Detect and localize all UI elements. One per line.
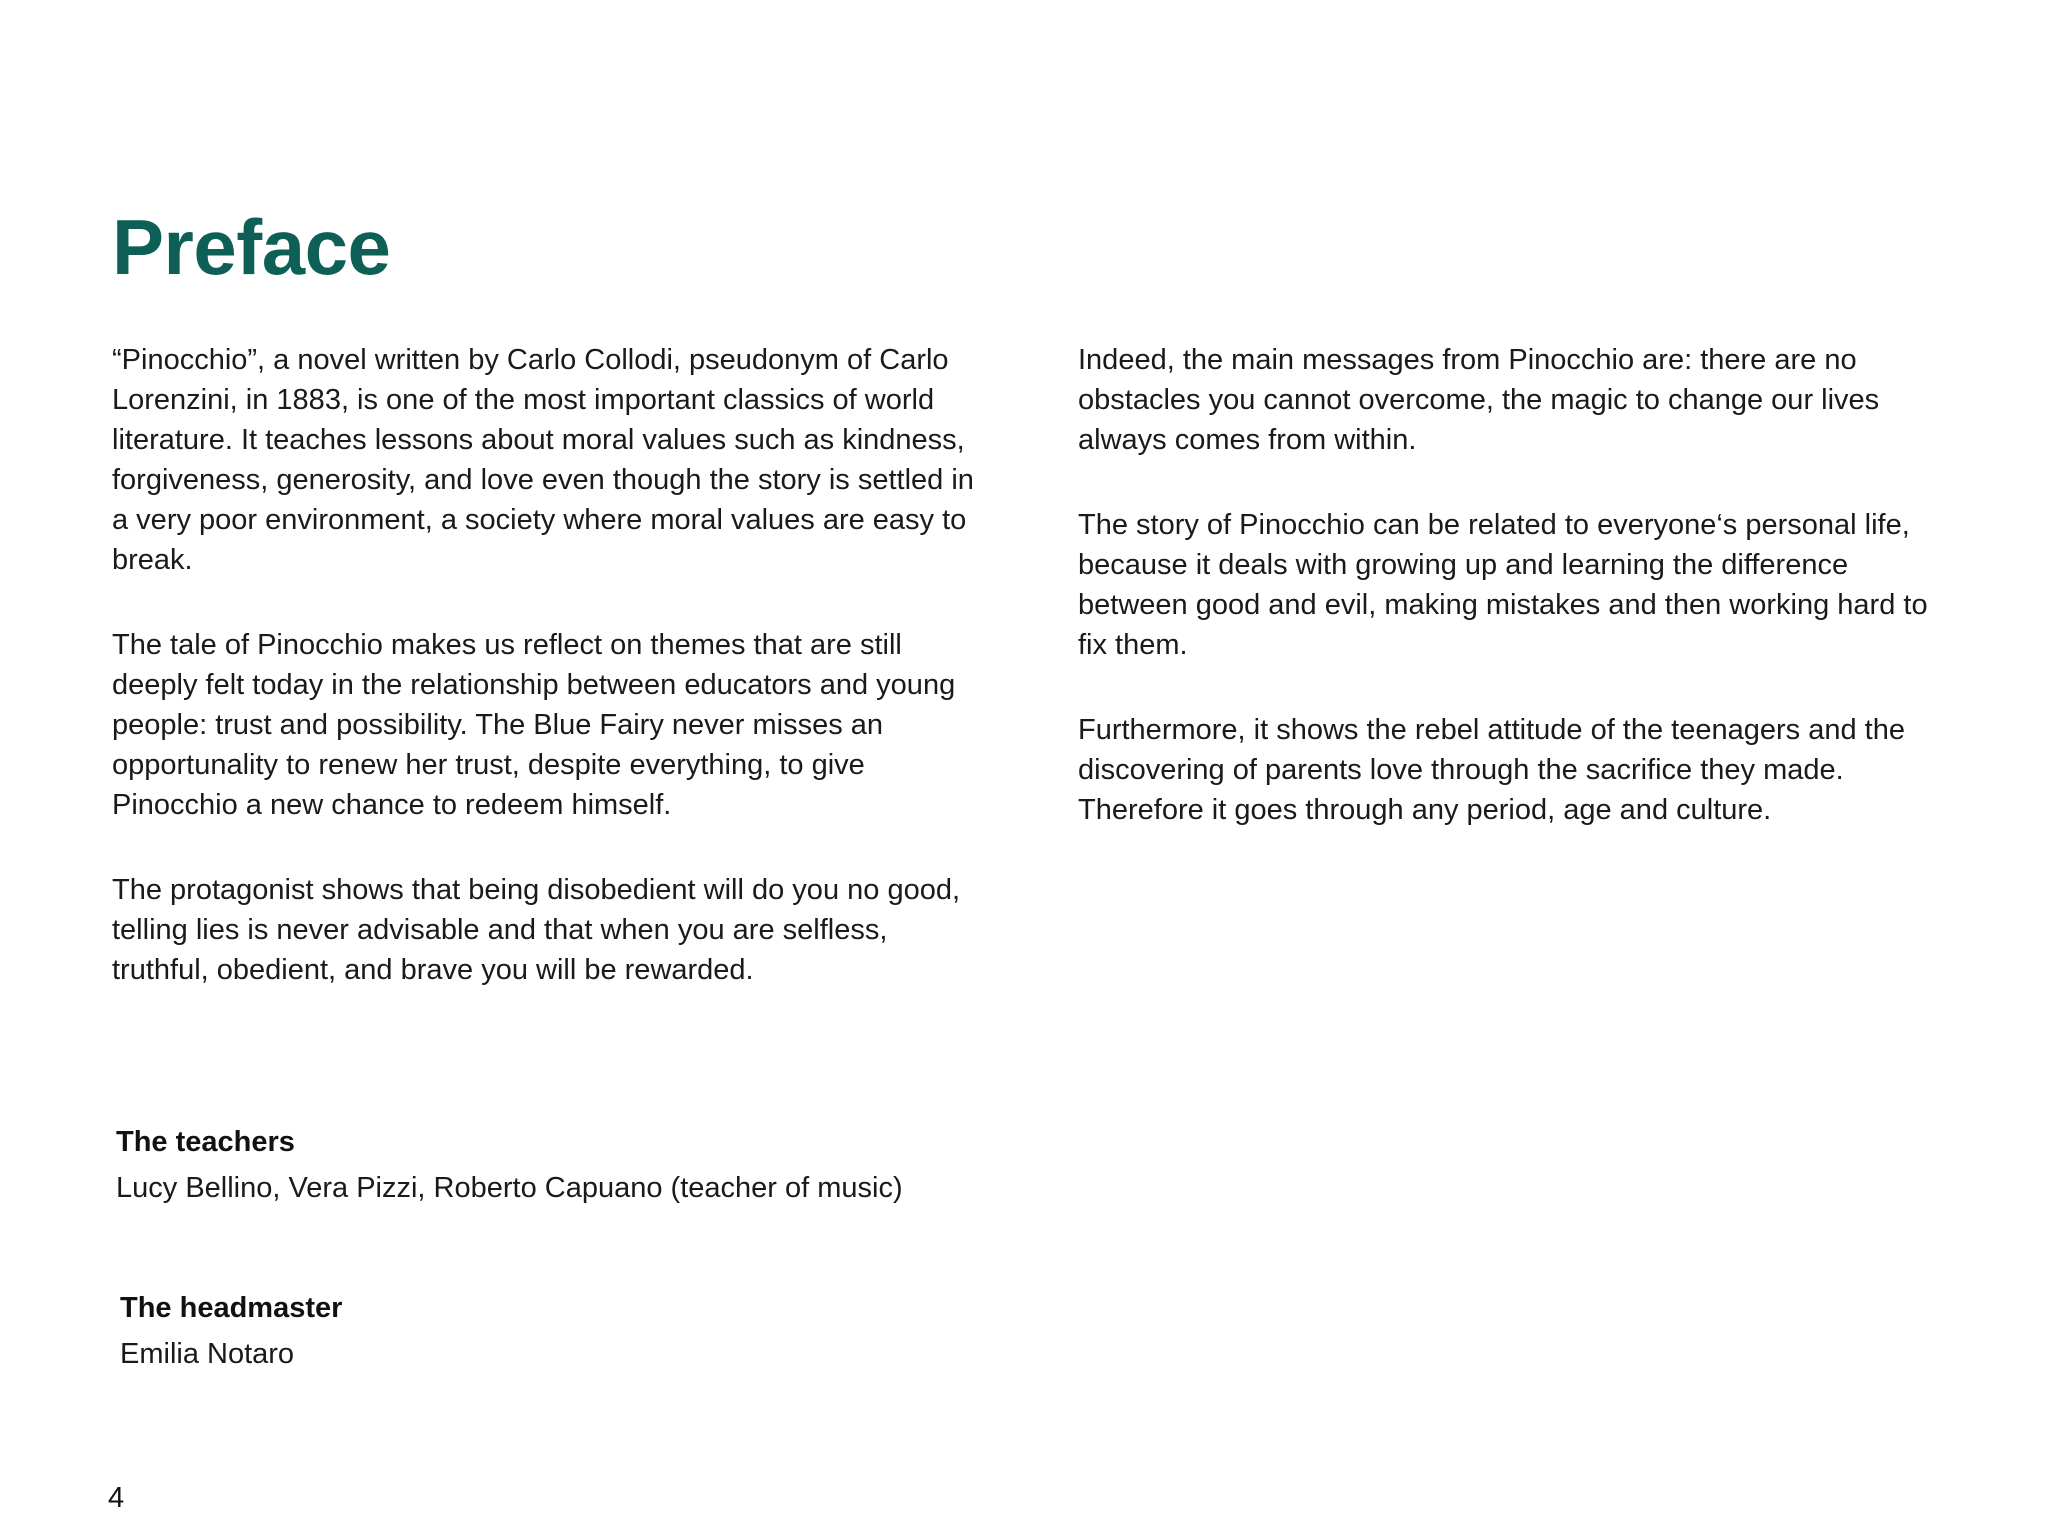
- paragraph: Indeed, the main messages from Pinocchio are: there are no obstacles you cannot overcome, the magic to change our lives always comes from within.: [1078, 344, 1880, 456]
- teachers-names: Lucy Bellino, Vera Pizzi, Roberto Capuano (teacher of music): [116, 1172, 903, 1204]
- teachers-credit: [116, 1122, 903, 1208]
- paragraph: The protagonist shows that being disobedient will do you no good, telling lies is never advisable and that when you are selfless, truthful, obedient, and brave you will be rewarded.: [112, 874, 961, 986]
- headmaster-credit: [120, 1288, 342, 1374]
- paragraph: “Pinocchio”, a novel written by Carlo Collodi, pseudonym of Carlo Lorenzini, in 1883, is one of the most important classics of world literature. It teaches lessons about moral values such as kindness, forgiveness, generosity, and love even though the story is settled in a very poor environment, a society where moral values are easy to break.: [112, 344, 974, 576]
- paragraph: The tale of Pinocchio makes us reflect on themes that are still deeply felt today in the relationship between educators and young people: trust and possibility. The Blue Fairy never misses an opportunality to renew her trust, despite everything, to give Pinocchio a new chance to redeem himself.: [112, 629, 956, 821]
- headmaster-name: Emilia Notaro: [120, 1338, 295, 1370]
- paragraph: Furthermore, it shows the rebel attitude of the teenagers and the discovering of parents love through the sacrifice they made. Therefore it goes through any period, age and culture.: [1078, 714, 1905, 826]
- page-number: 4: [108, 1482, 125, 1514]
- paragraph: The story of Pinocchio can be related to everyone‘s personal life, because it deals with growing up and learning the difference between good and evil, making mistakes and then working hard to fix them.: [1078, 509, 1928, 661]
- teachers-label: The teachers: [116, 1126, 295, 1158]
- headmaster-label: The headmaster: [120, 1292, 343, 1324]
- left-text-column: [112, 340, 992, 1035]
- page-title: Preface: [112, 203, 391, 291]
- right-text-column: [1078, 340, 1958, 875]
